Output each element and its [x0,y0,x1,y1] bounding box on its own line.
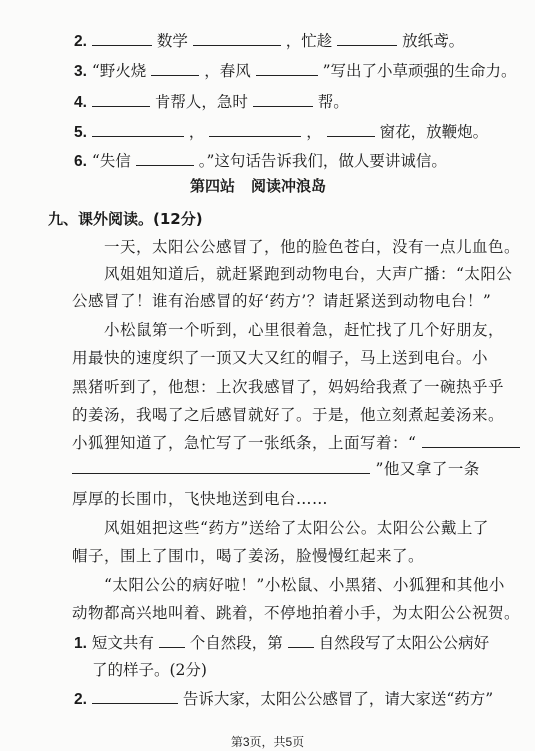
passage-line: 公感冒了！谁有治感冒的好‘药方’？请赶紧送到动物电台！” [72,292,492,310]
answer-blank[interactable] [253,92,313,107]
answer-blank[interactable] [256,61,318,76]
question-number: 2. [74,691,87,708]
station-title: 阅读冲浪岛 [251,177,327,195]
passage-line: 帽子，围上了围巾，喝了姜汤，脸慢慢红起来了。 [72,547,425,565]
passage-line-with-blank [72,459,480,479]
passage-line: 厚厚的长围巾，飞快地送到电台…… [72,490,329,508]
answer-blank[interactable] [159,633,185,648]
question-text: ，春风 [204,62,251,80]
answer-blank[interactable] [422,433,520,448]
blank-question-3 [74,61,517,82]
question-number: 6. [74,153,87,170]
question-text: “失信 [91,152,131,170]
page-number: 第3页，共5页 [230,735,305,749]
passage-line: 一天，太阳公公感冒了，他的脸色苍白，没有一点儿血色。 [104,238,521,256]
station-heading [190,175,342,196]
reading-question-1-continued [92,660,207,680]
question-number: 3. [74,63,87,80]
passage-line: 动物都高兴地叫着、跳着，不停地拍着小手，为太阳公公祝贺。 [72,604,521,622]
passage-text: 小狐狸知道了，急忙写了一张纸条，上面写着：“ [72,434,417,452]
passage-line: “太阳公公的病好啦！”小松鼠、小黑猪、小狐狸和其他小 [104,576,505,594]
passage-line: 小松鼠第一个听到，心里很着急，赶忙找了几个好朋友， [104,321,505,339]
answer-blank[interactable] [136,151,194,166]
passage-line: 风姐姐知道后，就赶紧跑到动物电台，大声广播：“太阳公 [104,265,513,283]
reading-question-1 [74,633,489,654]
answer-blank[interactable] [209,122,301,137]
question-text: 。”这句话告诉我们，做人要讲诚信。 [198,152,447,170]
question-text: 数学 [156,32,188,50]
answer-blank[interactable] [92,122,184,137]
question-text: ， [306,123,322,141]
answer-blank[interactable] [193,31,281,46]
question-number: 2. [74,33,87,50]
question-number: 1. [74,635,87,652]
question-text: 短文共有 [91,634,154,652]
passage-line: 黑猪听到了，他想：上次我感冒了，妈妈给我煮了一碗热乎乎 [72,378,505,396]
question-text: ， [188,123,205,141]
passage-line: 风姐姐把这些“药方”送给了太阳公公。太阳公公戴上了 [104,519,489,537]
passage-line: 的姜汤，我喝了之后感冒就好了。于是，他立刻煮起姜汤来。 [72,406,505,424]
question-text: 告诉大家，太阳公公感冒了，请大家送“药方” [182,690,494,708]
answer-blank[interactable] [288,633,314,648]
question-text: 自然段写了太阳公公病好 [318,634,490,652]
blank-question-5 [74,122,488,143]
question-text: 窗花，放鞭炮。 [379,123,489,141]
question-number: 4. [74,94,87,111]
passage-line: 用最快的速度织了一顶又大又红的帽子，马上送到电台。小 [72,349,489,367]
question-text: ”写出了小草顽强的生命力。 [322,62,517,80]
question-text: 帮。 [317,93,349,111]
answer-blank[interactable] [151,61,199,76]
answer-blank[interactable] [337,31,397,46]
answer-blank[interactable] [72,459,370,474]
reading-question-2 [74,689,493,710]
passage-text: ”他又拿了一条 [375,460,480,478]
blank-question-4 [74,92,349,113]
passage-line-with-blank [72,433,520,453]
question-text: ，忙趁 [285,32,333,50]
question-text: “野火烧 [91,62,147,80]
question-text: 肯帮人，急时 [154,93,248,111]
question-number: 5. [74,124,87,141]
answer-blank[interactable] [92,689,178,704]
blank-question-6 [74,151,447,172]
answer-blank[interactable] [92,31,152,46]
answer-blank[interactable] [92,92,150,107]
question-text: 个自然段，第 [189,634,283,652]
answer-blank[interactable] [327,122,375,137]
section-title: 九、课外阅读。(12分) [48,210,203,228]
question-text: 放纸鸢。 [402,32,465,50]
question-text: 了的样子。(2分) [92,661,207,679]
blank-question-2 [74,31,464,52]
station-number: 第四站 [190,177,236,195]
